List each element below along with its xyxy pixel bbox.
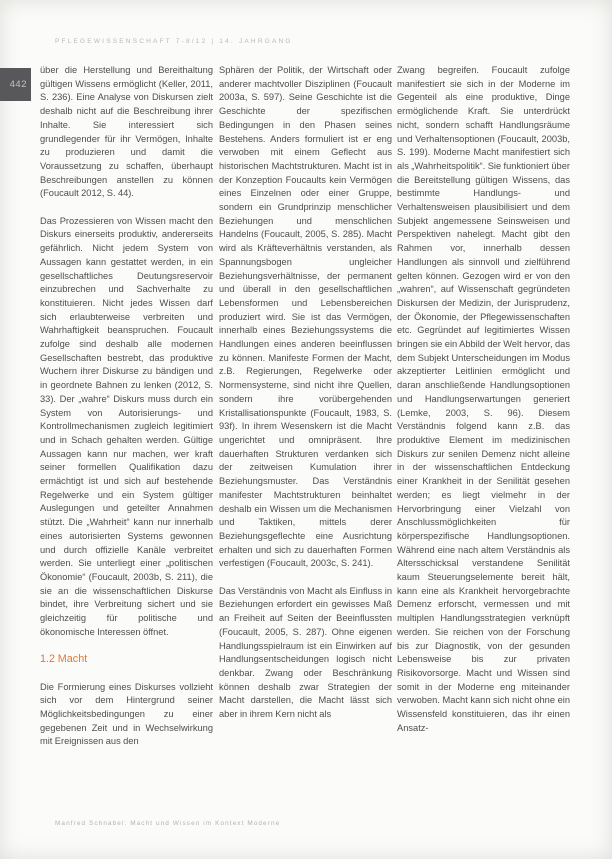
footer-running-title: Manfred Schnabel: Macht und Wissen im Kontext Moderne	[55, 820, 281, 827]
paragraph: Das Prozessieren von Wissen macht den Diskurs einerseits produktiv, andererseits gefährlich. Nicht jedem System von Aussagen kann gestattet werden, in ein gesellschaftliches Deutungsreservoir einzubrechen und Sachverhalte zu konstituieren. Nicht jedes Wissen darf sich erlaubterweise verbreiten und Wahrhaftigkeit beanspruchen. Foucault zufolge sind deshalb alle modernen Gesellschaften bestrebt, das produktive Wuchern ihrer Diskurse zu bändigen und in geordnete Bahnen zu lenken (2012, S. 33). Der „wahre“ Diskurs muss durch ein System von Autorisierungs- und Kontrollmechanismen zugleich legitimiert und in Schach gehalten werden. Gültige Aussagen kann nur machen, wer kraft seiner formellen Qualifikation dazu ermächtigt ist und sich auf bestehende Regelwerke und ein System gültiger Auslegungen und geteilter Annahmen stützt. Die „Wahrheit“ kann nur innerhalb eines autorisierten Systems gewonnen und durch offizielle Kanäle verbreitet werden. Sie unterliegt einer „politischen Ökonomie“ (Foucault, 2003b, S. 211), die sie an die wissenschaftlichen Diskurse bindet, ihre Verbreitung sichert und sie gleichzeitig für politische und ökonomische Interessen öffnet.	[40, 215, 213, 637]
journal-header: PFLEGEWISSENSCHAFT 7-8/12 | 14. JAHRGANG	[55, 38, 293, 45]
paragraph: Sphären der Politik, der Wirtschaft oder anderer machtvoller Disziplinen (Foucault 2003a, S. 597). Seine Geschichte ist die Geschichte der spezifischen Bedingungen in den Phasen seines Bestehens. Anders formuliert ist er eng verwoben mit einem Geflecht aus historischen Machtstrukturen. Macht ist in der Konzeption Foucaults kein Vermögen eines Einzelnen oder einer Gruppe, sondern ein Grundprinzip menschlicher Beziehungen und menschlichen Handelns (Foucault, 2005, S. 285). Macht wird als Kräfteverhältnis verstanden, als Spannungsbogen ungleicher Beziehungsverhältnisse, der permanent und überall in den gesellschaftlichen Lebensformen und Lebensbereichen produziert wird. Sie ist das Vermögen, innerhalb eines Beziehungssystems die Handlungen eines anderen beeinflussen zu können. Manifeste Formen der Macht, z.B. Regierungen, Regelwerke oder Normensysteme, sind nicht ihre Quellen, sondern ihre vorübergehenden Kristallisationspunkte (Foucault, 1983, S. 93f). In ihrem Wesenskern ist die Macht ungerichtet und omnipräsent. Ihre dauerhaften Strukturen verdanken sich der zeitweisen Kumulation ihrer Beziehungsmuster. Das Verständnis manifester Machtstrukturen beinhaltet deshalb ein Wissen um die Mechanismen und Taktiken, mittels derer Beziehungsgeflechte eine Ausrichtung erhalten und sich zu dauerhaften Formen verfestigen (Foucault, 2003c, S. 241).	[219, 65, 392, 569]
paragraph: Das Verständnis von Macht als Einfluss in Beziehungen erfordert ein gewisses Maß an Freiheit auf Seiten der Beeinflussten (Foucault, 2005, S. 287). Ohne eigenen Handlungsspielraum ist ein Einwirken auf Handlungsentscheidungen logisch nicht denkbar. Zwang oder Beschränkung können deshalb zwar Strategien der Macht darstellen, die Macht lässt sich aber in ihrem Kern nicht als	[219, 585, 392, 720]
paragraph: Zwang begreifen. Foucault zufolge manifestiert sie sich in der Moderne im Gegenteil als eine produktive, Dinge ermöglichende Kraft. Sie unterdrückt nicht, sondern schafft Handlungsräume und Verhaltensoptionen (Foucault, 2003b, S. 199). Moderne Macht manifestiert sich als „Wahrheitspolitik“. Sie funktioniert über die Bereitstellung gültigen Wissens, das bestimmte Handlungs- und Verhaltensweisen plausibilisiert und dem Subjekt angemessene Seinsweisen und Perspektiven nahelegt. Macht gibt den Rahmen vor, innerhalb dessen Handlungen als sinnvoll und zielführend gelten können. Gezogen wird er von den „wahren“, auf Wissenschaft gegründeten Diskursen der Medizin, der Jurisprudenz, der Ökonomie, der Pflegewissenschaften etc. Gegründet auf legitimiertes Wissen bringen sie ein Abbild der Welt hervor, das dem Subjekt Unterscheidungen im Modus akzeptierter Leitlinien ermöglicht und daran anschließende Handlungsoptionen und Handlungserwartungen generiert (Lemke, 2003, S. 96). Diesem Verständnis folgend kann z.B. das produktive Element im medizinischen Diskurs zur senilen Demenz nicht alleine in der wissenschaftlichen Entdeckung einer Krankheit in der Senilität gesehen werden; es liegt vielmehr in der Hervorbringung einer Vielzahl von Anschlussmöglichkeiten für körperspezifische Handlungsoptionen. Während eine nach altem Verständnis als Altersschicksal verstandene Senilität kaum Steuerungselemente bereit hält, kann eine als Krankheit hervorgebrachte Demenz erforscht, vermessen und mit multiplen Handlungsstrategien verknüpft werden. Sie reichen von der Forschung bis zur Diagnostik, von der gesunden Lebensweise bis zur privaten Risikovorsorge. Macht und Wissen sind somit in der Moderne eng miteinander verwoben. Macht kann sich nicht ohne ein Wissensfeld konstituieren, das ihr einen Ansatz-	[397, 65, 570, 733]
page-number: 442	[9, 79, 27, 90]
section-heading-macht: 1.2 Macht	[40, 653, 88, 666]
page-number-tab	[0, 68, 31, 101]
paragraph: über die Herstellung und Bereithaltung gültigen Wissens ermöglicht (Keller, 2011, S. 236). Eine Analyse von Diskursen zielt deshalb nicht auf die Beschreibung ihrer Inhalte. Sie interessiert sich grundlegender für ihr Vermögen, Inhalte zu produzieren und damit die Voraussetzung zu schaffen, überhaupt Beschreibungen anstellen zu können (Foucault 2012, S. 44).	[40, 65, 213, 199]
text-column-middle	[219, 64, 392, 722]
text-column-left	[40, 64, 213, 749]
text-column-right	[397, 64, 570, 735]
paragraph: Die Formierung eines Diskurses vollzieht sich vor dem Hintergrund seiner Möglichkeitsbedingungen zu einer gegebenen Zeit und in Wechselwirkung mit Ereignissen aus den	[40, 681, 213, 747]
